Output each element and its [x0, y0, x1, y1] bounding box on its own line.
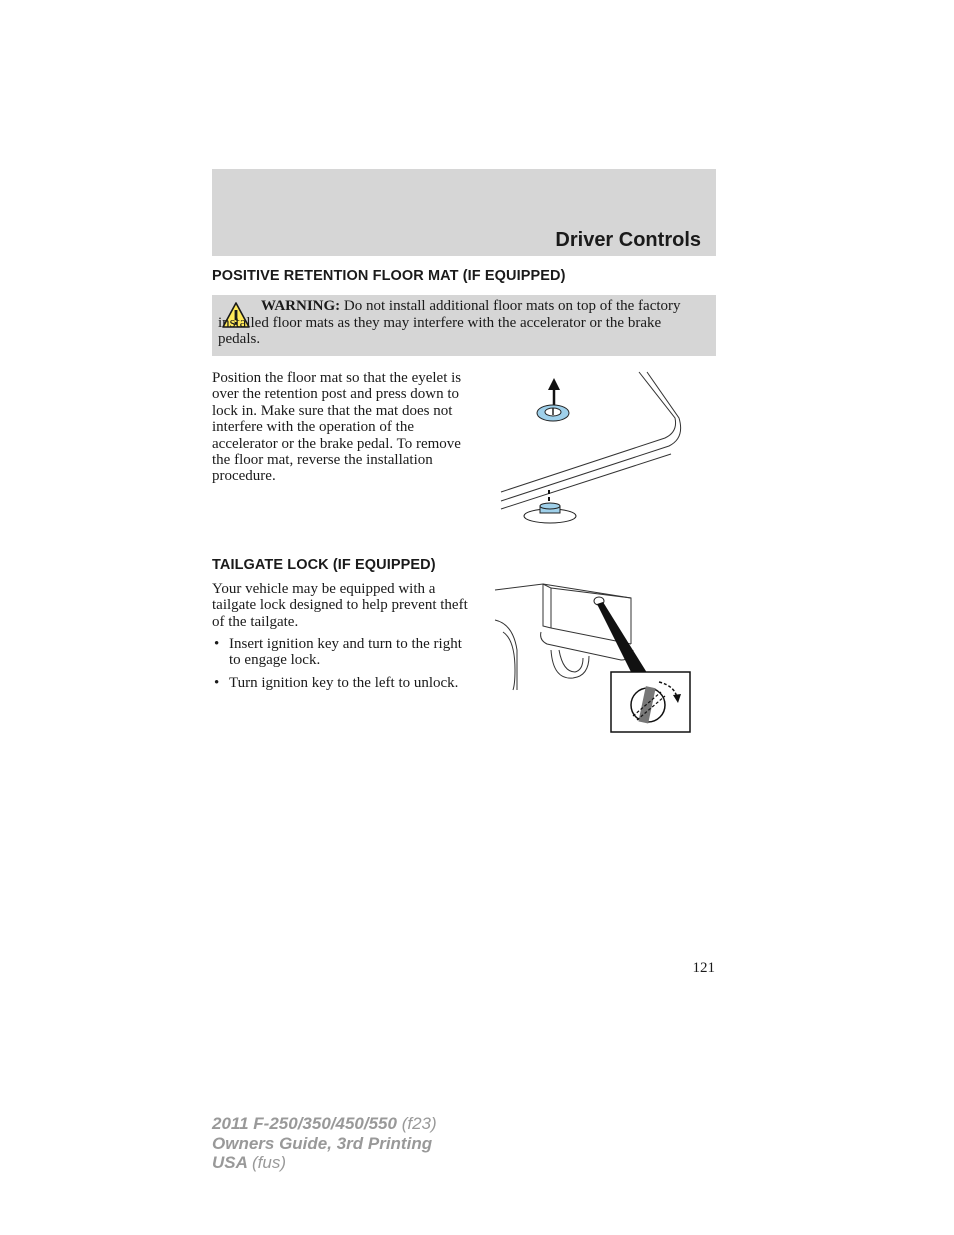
bullet-text: Insert ignition key and turn to the right to engage lock. — [229, 636, 462, 669]
floor-mat-instructions: Position the floor mat so that the eyelet is over the retention post and press down to lock in. Make sure that the mat does not interfere with the operation of the accelerator or the brake pedal. To remove the floor mat, reverse the installation procedure. — [212, 370, 462, 485]
page-number: 121 — [692, 960, 715, 976]
floor-mat-heading: POSITIVE RETENTION FLOOR MAT (IF EQUIPPED) — [212, 268, 566, 284]
list-item — [212, 636, 472, 669]
floor-mat-retention-illustration — [493, 368, 693, 528]
footer-market-code: (fus) — [252, 1153, 286, 1172]
tailgate-intro: Your vehicle may be equipped with a tailgate lock designed to help prevent theft of the tailgate. — [212, 581, 468, 630]
footer-line-2: Owners Guide, 3rd Printing — [212, 1133, 433, 1153]
list-item — [212, 675, 472, 691]
tailgate-heading: TAILGATE LOCK (IF EQUIPPED) — [212, 557, 436, 573]
section-title: Driver Controls — [555, 229, 701, 251]
warning-message: Do not install additional floor mats on top of the factory installed floor mats as they may interfere with the accelerator or the brake pedals. — [218, 298, 681, 347]
tailgate-lock-illustration — [493, 580, 693, 735]
bullet-text: Turn ignition key to the left to unlock. — [229, 675, 459, 692]
bullet-icon: • — [214, 675, 220, 692]
footer-line-3 — [212, 1153, 437, 1173]
bullet-icon: • — [214, 636, 220, 652]
document-footer — [212, 1114, 437, 1173]
warning-label: WARNING: — [261, 298, 341, 314]
footer-line-1 — [212, 1114, 437, 1134]
warning-text — [218, 298, 698, 348]
section-header-bar — [212, 169, 716, 256]
warning-box — [212, 295, 716, 356]
footer-market: USA — [212, 1153, 248, 1172]
tailgate-bullet-list — [212, 636, 472, 698]
footer-model-code: (f23) — [401, 1114, 437, 1133]
footer-model: 2011 F-250/350/450/550 — [212, 1114, 397, 1133]
